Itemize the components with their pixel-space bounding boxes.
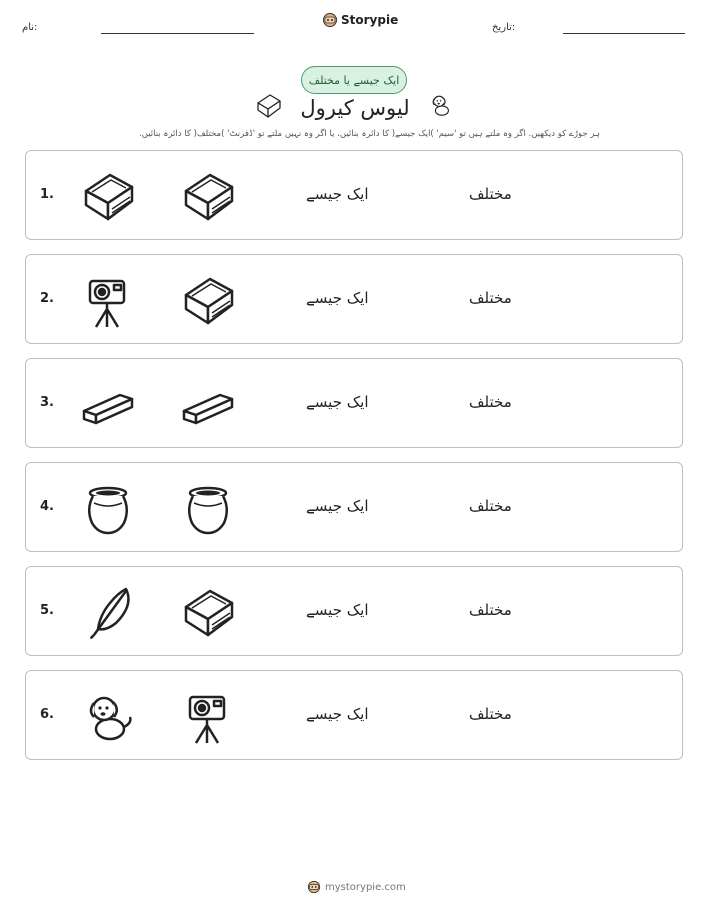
book-icon	[180, 169, 236, 225]
feather-icon	[80, 585, 136, 641]
eraser-icon	[180, 377, 236, 433]
footer-site: mystorypie.com	[325, 881, 406, 893]
page-title: لیوس کیرول	[300, 96, 410, 120]
pot-icon	[80, 481, 136, 537]
option-different[interactable]: مختلف	[469, 185, 512, 203]
name-label: نام:	[22, 22, 38, 33]
name-line[interactable]	[101, 33, 254, 34]
dog-icon	[80, 689, 136, 745]
row-number: 3.	[40, 395, 54, 410]
row-number: 2.	[40, 291, 54, 306]
question-row	[25, 462, 683, 552]
option-same[interactable]: ایک جیسے	[306, 289, 369, 307]
instructions-text: ہر جوڑے کو دیکھیں. اگر وہ ملتے ہیں تو 'سیم' )ایک جیسے( کا دائرہ بنائیں. یا اگر وہ نہیں ملتے تو 'ڈفرنٹ' )مختلف( کا دائرہ بنائیں.	[139, 129, 600, 139]
row-number: 5.	[40, 603, 54, 618]
option-same[interactable]: ایک جیسے	[306, 185, 369, 203]
row-number: 6.	[40, 707, 54, 722]
book-icon	[180, 585, 236, 641]
worksheet-topic-pill: ایک جیسے یا مختلف	[301, 66, 407, 94]
question-row	[25, 358, 683, 448]
book-icon	[180, 273, 236, 329]
book-icon	[253, 92, 283, 120]
option-same[interactable]: ایک جیسے	[306, 393, 369, 411]
date-label: تاریخ:	[492, 22, 516, 33]
camera-icon	[180, 689, 236, 745]
camera-icon	[80, 273, 136, 329]
question-row	[25, 566, 683, 656]
question-row	[25, 254, 683, 344]
option-different[interactable]: مختلف	[469, 497, 512, 515]
brand-name: Storypie	[341, 13, 399, 27]
option-different[interactable]: مختلف	[469, 601, 512, 619]
eraser-icon	[80, 377, 136, 433]
question-row	[25, 150, 683, 240]
option-same[interactable]: ایک جیسے	[306, 705, 369, 723]
option-different[interactable]: مختلف	[469, 393, 512, 411]
dog-icon	[428, 90, 454, 120]
option-same[interactable]: ایک جیسے	[306, 497, 369, 515]
row-number: 4.	[40, 499, 54, 514]
option-different[interactable]: مختلف	[469, 705, 512, 723]
storypie-mascot-icon	[307, 880, 321, 894]
question-row	[25, 670, 683, 760]
brand-logo	[322, 12, 398, 28]
option-different[interactable]: مختلف	[469, 289, 512, 307]
pot-icon	[180, 481, 236, 537]
option-same[interactable]: ایک جیسے	[306, 601, 369, 619]
storypie-mascot-icon	[322, 12, 338, 28]
footer	[307, 880, 406, 894]
row-number: 1.	[40, 187, 54, 202]
book-icon	[80, 169, 136, 225]
date-line[interactable]	[563, 33, 685, 34]
